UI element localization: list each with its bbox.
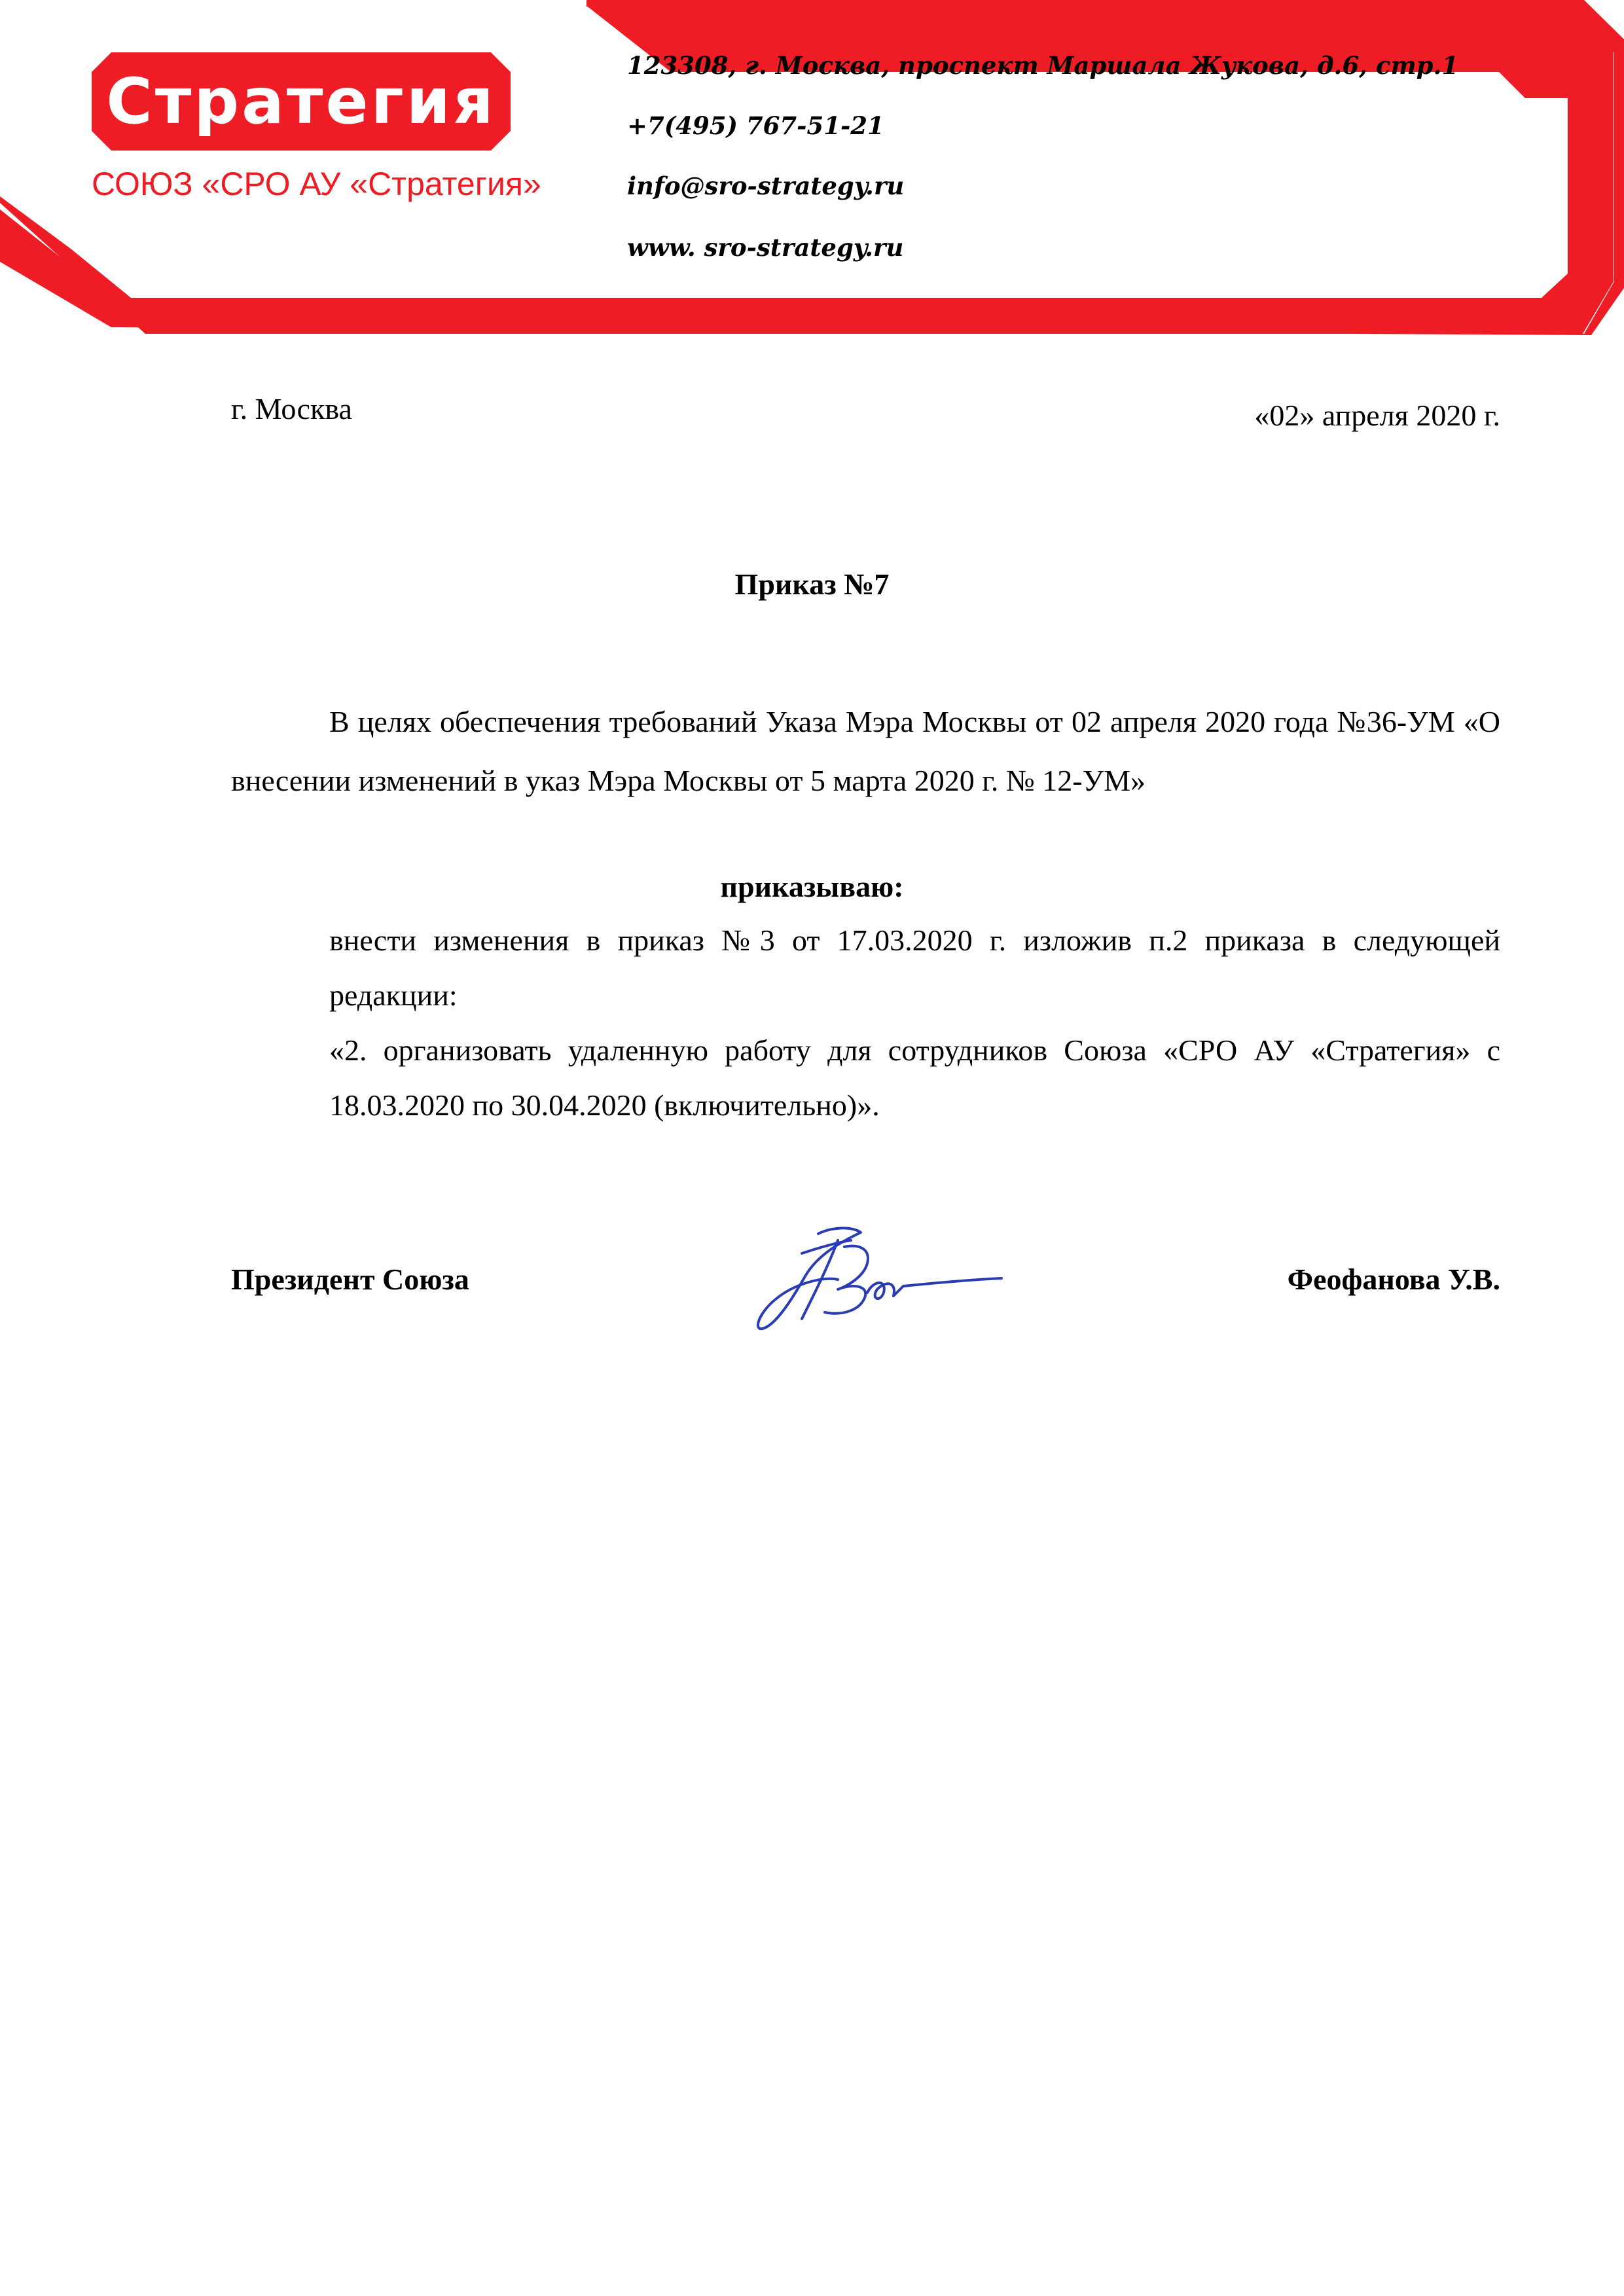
contact-address: 123308, г. Москва, проспект Маршала Жукова, д.6, стр.1 xyxy=(627,51,1459,80)
signatory-title: Президент Союза xyxy=(231,1263,469,1296)
contact-website: www. sro-strategy.ru xyxy=(627,233,904,262)
order-heading: приказываю: xyxy=(720,870,904,903)
contact-phone: +7(495) 767-51-21 xyxy=(627,111,884,140)
logo-wordmark: Стратегия xyxy=(106,65,496,138)
preamble-paragraph: В целях обеспечения требований Указа Мэра Москвы от 02 апреля 2020 года №36-УМ «О внесении изменений в указ Мэра Москвы от 5 марта 2020 г. № 12-УМ» xyxy=(231,705,1500,797)
order-paragraph: «2. организовать удаленную работу для сотрудников Союза «СРО АУ «Стратегия» с 18.03.2020 по 30.04.2020 (включительно)». xyxy=(329,1033,1500,1122)
handwritten-signature xyxy=(740,1214,1015,1338)
document-place: г. Москва xyxy=(231,392,352,425)
document-date: «02» апреля 2020 г. xyxy=(1254,399,1500,432)
order-body xyxy=(329,913,1500,1133)
order-paragraph: внести изменения в приказ №3 от 17.03.2020 г. изложив п.2 приказа в следующей редакции: xyxy=(329,924,1500,1012)
signatory-name: Феофанова У.В. xyxy=(1287,1263,1500,1296)
organization-name: СОЮЗ «СРО АУ «Стратегия» xyxy=(92,166,541,202)
document-title: Приказ №7 xyxy=(734,567,890,601)
contact-email: info@sro-strategy.ru xyxy=(627,171,905,200)
